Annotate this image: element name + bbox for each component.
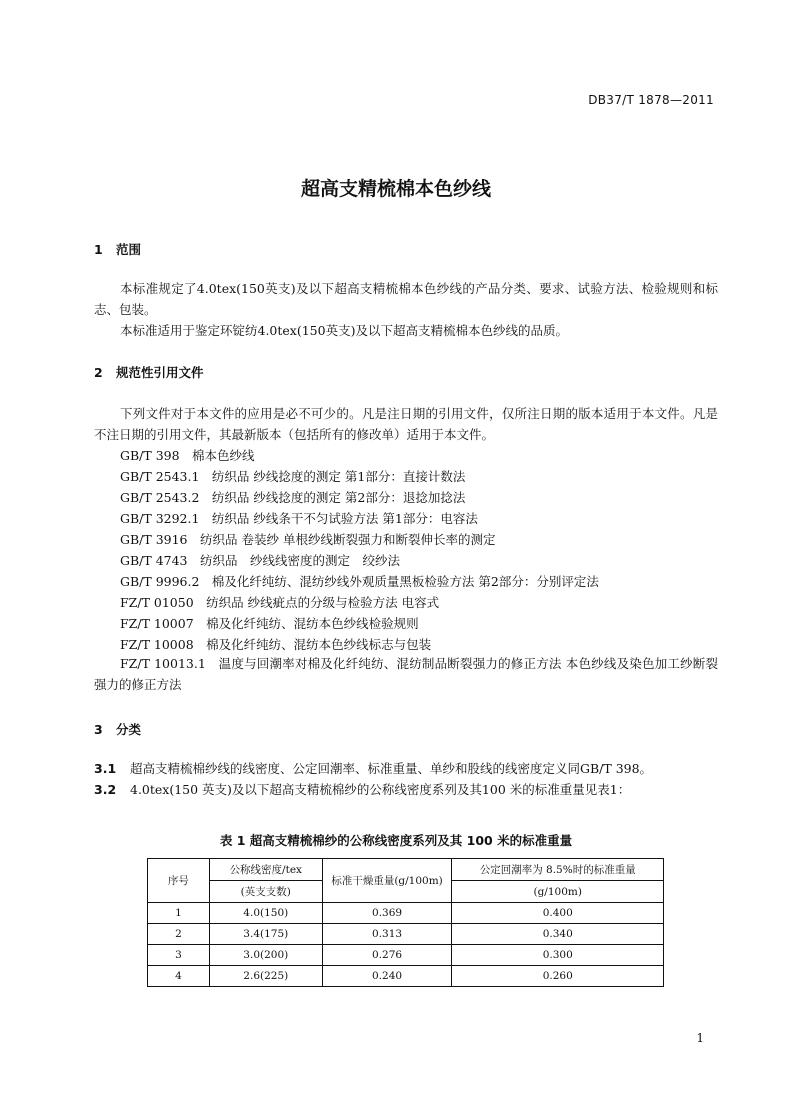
page-number: 1 xyxy=(696,1031,704,1045)
cell-density: 3.4(175) xyxy=(209,924,322,945)
reference-item: GB/T 3916 纺织品 卷装纱 单根纱线断裂强力和断裂伸长率的测定 xyxy=(120,532,496,547)
cell-density: 4.0(150) xyxy=(209,903,322,924)
cell-standard-weight: 0.340 xyxy=(452,924,664,945)
cell-density: 3.0(200) xyxy=(209,945,322,966)
header-standard-weight-line2: (g/100m) xyxy=(452,881,664,903)
clause xyxy=(94,759,652,777)
clause-number: 3.1 xyxy=(94,761,117,776)
reference-item: FZ/T 10008 棉及化纤纯纺、混纺本色纱线标志与包装 xyxy=(120,637,432,652)
paragraph: 本标准适用于鉴定环锭纺4.0tex(150英支)及以下超高支精梳棉本色纱线的品质。 xyxy=(120,323,568,338)
cell-seq: 3 xyxy=(148,945,210,966)
reference-item: GB/T 3292.1 纺织品 纱线条干不匀试验方法 第1部分：电容法 xyxy=(120,511,478,526)
cell-seq: 4 xyxy=(148,966,210,987)
clause-text: 超高支精梳棉纱线的线密度、公定回潮率、标准重量、单纱和股线的线密度定义同GB/T 398。 xyxy=(130,761,653,776)
weight-table xyxy=(147,858,664,987)
reference-item: GB/T 2543.2 纺织品 纱线捻度的测定 第2部分：退捻加捻法 xyxy=(120,490,466,505)
section-title: 分类 xyxy=(116,722,142,737)
cell-seq: 2 xyxy=(148,924,210,945)
cell-dry-weight: 0.276 xyxy=(322,945,452,966)
table-row xyxy=(148,966,664,987)
table-row xyxy=(148,945,664,966)
cell-dry-weight: 0.369 xyxy=(322,903,452,924)
page-title: 超高支精梳棉本色纱线 xyxy=(300,178,491,200)
header-density-line2: (英支支数) xyxy=(209,881,322,903)
cell-standard-weight: 0.260 xyxy=(452,966,664,987)
section-number: 2 xyxy=(94,365,103,380)
reference-item: FZ/T 01050 纺织品 纱线疵点的分级与检验方法 电容式 xyxy=(120,595,440,610)
cell-seq: 1 xyxy=(148,903,210,924)
table-header-row xyxy=(148,859,664,881)
cell-dry-weight: 0.313 xyxy=(322,924,452,945)
cell-density: 2.6(225) xyxy=(209,966,322,987)
reference-item: FZ/T 10013.1 温度与回潮率对棉及化纤纯纺、混纺制品断裂强力的修正方法 本色纱线及染色加工纱断裂强力的修正方法 xyxy=(94,656,718,692)
section-1-heading xyxy=(94,240,141,258)
table-row xyxy=(148,903,664,924)
section-title: 规范性引用文件 xyxy=(116,365,204,380)
section-3-heading xyxy=(94,720,141,738)
reference-item: GB/T 398 棉本色纱线 xyxy=(120,448,255,463)
clause-text: 4.0tex(150 英支)及以下超高支精梳棉纱的公称线密度系列及其100 米的标准重量见表1： xyxy=(130,782,631,797)
section-title: 范围 xyxy=(116,242,142,257)
cell-dry-weight: 0.240 xyxy=(322,966,452,987)
cell-standard-weight: 0.300 xyxy=(452,945,664,966)
clause-number: 3.2 xyxy=(94,782,117,797)
reference-item: GB/T 9996.2 棉及化纤纯纺、混纺纱线外观质量黑板检验方法 第2部分：分别评定法 xyxy=(120,574,599,589)
document-code: DB37/T 1878—2011 xyxy=(588,93,714,107)
paragraph: 下列文件对于本文件的应用是必不可少的。凡是注日期的引用文件，仅所注日期的版本适用于本文件。凡是不注日期的引用文件，其最新版本（包括所有的修改单）适用于本文件。 xyxy=(94,406,718,442)
section-number: 3 xyxy=(94,722,103,737)
reference-item: GB/T 2543.1 纺织品 纱线捻度的测定 第1部分：直接计数法 xyxy=(120,469,466,484)
header-seq: 序号 xyxy=(148,859,210,903)
table-row xyxy=(148,924,664,945)
header-standard-weight-line1: 公定回潮率为 8.5%时的标准重量 xyxy=(452,859,664,881)
header-density-line1: 公称线密度/tex xyxy=(209,859,322,881)
reference-item: FZ/T 10007 棉及化纤纯纺、混纺本色纱线检验规则 xyxy=(120,616,419,631)
cell-standard-weight: 0.400 xyxy=(452,903,664,924)
section-number: 1 xyxy=(94,242,103,257)
section-2-heading xyxy=(94,363,204,381)
header-dry-weight: 标准干燥重量(g/100m) xyxy=(322,859,452,903)
paragraph: 本标准规定了4.0tex(150英支)及以下超高支精梳棉本色纱线的产品分类、要求、试验方法、检验规则和标志、包装。 xyxy=(94,281,718,317)
reference-item: GB/T 4743 纺织品 纱线线密度的测定 绞纱法 xyxy=(120,553,401,568)
clause xyxy=(94,780,630,798)
table-caption: 表 1 超高支精梳棉纱的公称线密度系列及其 100 米的标准重量 xyxy=(219,833,573,848)
